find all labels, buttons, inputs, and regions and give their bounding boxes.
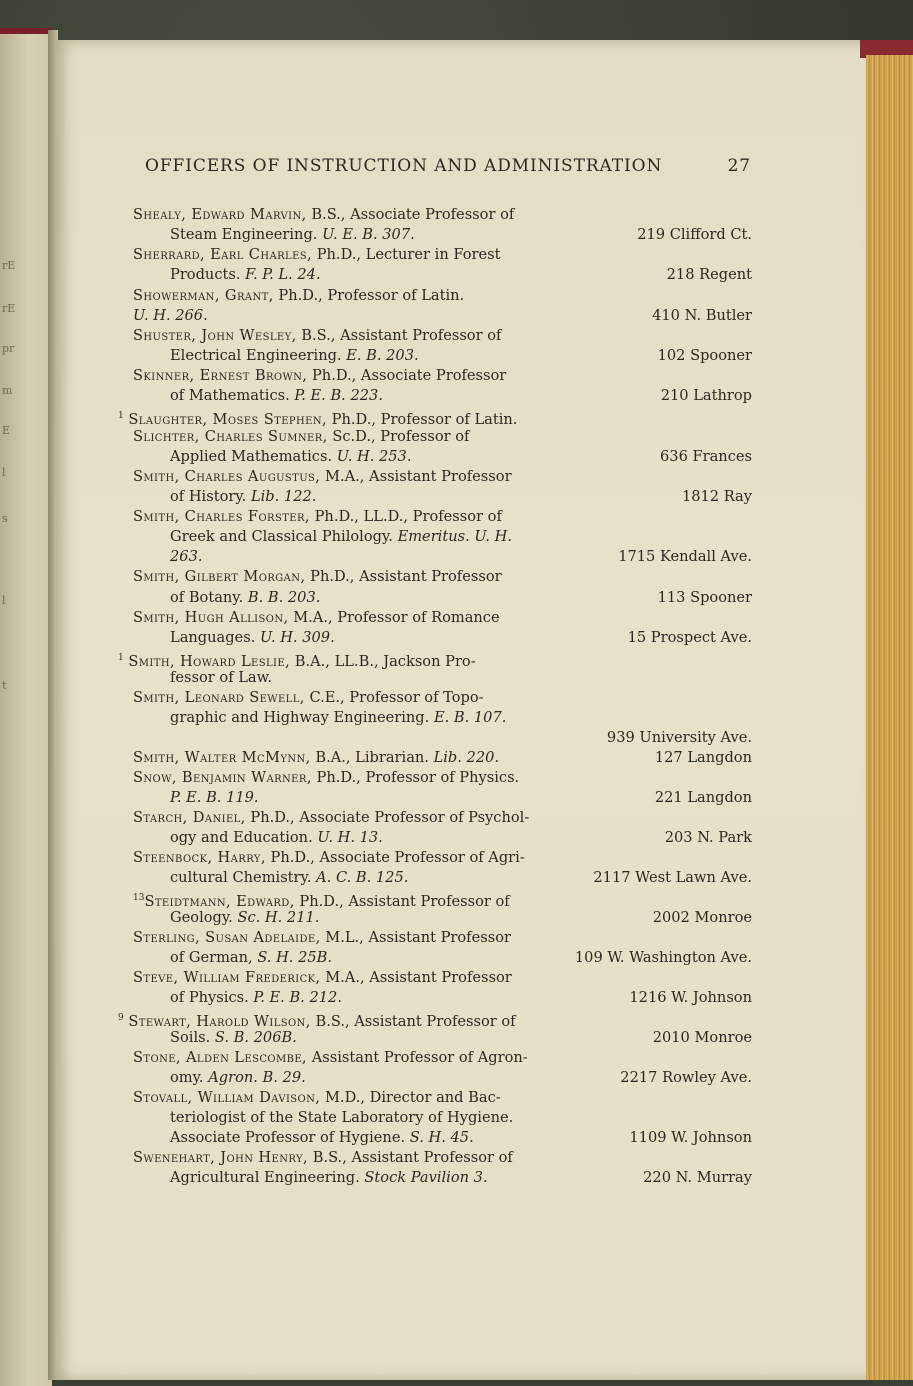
entry-description: Steam Engineering. <box>170 226 318 243</box>
entry-name: Steenbock, Harry, <box>133 849 266 866</box>
entry-description: Associate Professor of Hygiene. <box>170 1129 406 1146</box>
footnote-mark: 1 <box>118 411 124 421</box>
entry-line <box>133 748 499 768</box>
entry-line <box>118 406 517 426</box>
entry-name: Snow, Benjamin Warner, <box>133 769 312 786</box>
entry-name: Stone, Alden Lescombe, <box>133 1049 308 1066</box>
entry-address: 1216 W. Johnson <box>629 989 752 1006</box>
entry-description: Ph.D., Associate Professor of Psychol- <box>245 809 530 826</box>
entry-address: 2010 Monroe <box>652 1029 752 1046</box>
entry-line <box>133 245 500 265</box>
entry-description: Soils. <box>170 1029 211 1046</box>
entry-address: 221 Langdon <box>654 789 752 806</box>
entry-office: F. P. L. 24. <box>245 266 321 283</box>
entry-description: Languages. <box>170 629 256 646</box>
entry-office: B. B. 203. <box>247 589 321 606</box>
entry-description: of History. <box>170 488 247 505</box>
entry-line <box>133 888 510 908</box>
entry-name: Skinner, Ernest Brown, <box>133 367 308 384</box>
entry-office: Emeritus. U. H. <box>397 528 512 545</box>
entry-office: Lib. 220. <box>433 749 500 766</box>
entry-office: S. H. 45. <box>409 1129 474 1146</box>
entry-description: of Physics. <box>170 989 249 1006</box>
entry-line <box>170 225 415 245</box>
entry-line <box>170 588 320 608</box>
entry-office: E. B. 107. <box>433 709 507 726</box>
entry-description: B.S., Assistant Professor of <box>308 1149 513 1166</box>
entry-description: fessor of Law. <box>170 669 273 686</box>
entry-name: Stewart, Harold Wilson, <box>128 1012 311 1030</box>
entry-line <box>170 487 316 507</box>
entry-office: U. H. 253. <box>336 448 412 465</box>
entry-address: 15 Prospect Ave. <box>627 629 752 646</box>
entry-description: Ph.D., Assistant Professor <box>305 568 502 585</box>
entry-office: P. E. B. 223. <box>294 387 383 404</box>
entry-office: Sc. H. 211. <box>237 909 320 926</box>
margin-mark: m <box>2 384 13 397</box>
entry-name: Sherrard, Earl Charles, <box>133 246 313 263</box>
entry-description: Geology. <box>170 909 233 926</box>
entry-description: Ph.D., Associate Professor of Agri- <box>265 849 525 866</box>
footnote-mark: 1 <box>118 653 124 663</box>
entry-description: B.S., Assistant Professor of <box>310 1012 516 1030</box>
margin-mark: s <box>2 512 8 525</box>
footnote-mark: 13 <box>133 893 145 903</box>
entry-line <box>133 768 519 788</box>
entry-description: M.A., Professor of Romance <box>288 609 500 626</box>
entry-office: E. B. 203. <box>346 347 419 364</box>
entry-address: 219 Clifford Ct. <box>637 226 752 243</box>
entry-line <box>170 788 259 808</box>
entry-description: Ph.D., LL.D., Professor of <box>309 508 502 525</box>
entry-address: 939 University Ave. <box>606 729 752 746</box>
entry-line <box>133 507 502 527</box>
entry-line <box>133 1048 528 1068</box>
entry-line <box>133 286 464 306</box>
entry-name: Slichter, Charles Sumner, <box>133 428 328 445</box>
entry-line <box>133 808 529 828</box>
running-header <box>145 156 751 182</box>
entry-name: Steve, William Frederick, <box>133 969 321 986</box>
entry-address: 1109 W. Johnson <box>629 1129 752 1146</box>
entry-line <box>133 848 525 868</box>
entry-description: of Mathematics. <box>170 387 290 404</box>
entry-description: Ph.D., Associate Professor <box>307 367 507 384</box>
entry-line <box>170 1108 513 1128</box>
entry-address: 2002 Monroe <box>652 909 752 926</box>
entry-line <box>170 265 321 285</box>
entry-name: Smith, Leonard Sewell, <box>133 689 305 706</box>
margin-mark: t <box>2 679 7 692</box>
entry-description: Sc.D., Professor of <box>327 428 470 445</box>
entry-name: Shealy, Edward Marvin, <box>133 206 307 223</box>
entry-office: U. H. 13. <box>317 829 383 846</box>
entry-description: of German, <box>170 949 253 966</box>
entry-office: Lib. 122. <box>250 488 317 505</box>
entry-description: Electrical Engineering. <box>170 347 342 364</box>
entry-line <box>118 648 476 668</box>
page-title: OFFICERS OF INSTRUCTION AND ADMINISTRATION <box>145 156 663 176</box>
entry-line <box>170 988 342 1008</box>
facing-page-edge <box>0 28 52 1386</box>
entry-line <box>133 688 484 708</box>
entry-description: B.A., LL.B., Jackson Pro- <box>290 652 476 670</box>
entry-description: Assistant Professor of Agron- <box>307 1049 528 1066</box>
entry-address: 109 W. Washington Ave. <box>574 949 752 966</box>
entry-office: S. B. 206B. <box>214 1029 297 1046</box>
entry-line <box>170 828 383 848</box>
entry-address: 220 N. Murray <box>643 1169 752 1186</box>
entry-line <box>170 668 272 688</box>
entry-description: ogy and Education. <box>170 829 313 846</box>
entry-line <box>170 1068 306 1088</box>
entry-line <box>133 567 502 587</box>
entry-description: B.S., Associate Professor of <box>306 206 515 223</box>
entry-address: 203 N. Park <box>664 829 752 846</box>
entry-office: S. H. 25B. <box>257 949 333 966</box>
entry-description: Products. <box>170 266 241 283</box>
entry-line <box>170 908 319 928</box>
entry-office: U. H. 266. <box>133 307 208 324</box>
entry-line <box>170 948 332 968</box>
entry-description: B.A., Librarian. <box>310 749 429 766</box>
entry-address: 2117 West Lawn Ave. <box>593 869 752 886</box>
margin-mark: l <box>2 594 6 607</box>
entry-line <box>133 326 501 346</box>
entry-description: Greek and Classical Philology. <box>170 528 393 545</box>
entry-line <box>133 467 512 487</box>
entry-description: teriologist of the State Laboratory of Hygiene. <box>170 1109 514 1126</box>
entry-office: U. H. 309. <box>259 629 335 646</box>
entry-line <box>133 928 511 948</box>
entry-address: 410 N. Butler <box>652 307 752 324</box>
entry-line <box>133 306 208 326</box>
entry-office: Stock Pavilion 3. <box>364 1169 488 1186</box>
entry-name: Sterling, Susan Adelaide, <box>133 929 321 946</box>
entry-description: Applied Mathematics. <box>170 448 333 465</box>
entry-description: Ph.D., Lecturer in Forest <box>312 246 501 263</box>
entry-line <box>133 608 500 628</box>
margin-mark: rE <box>2 302 16 315</box>
entry-line <box>170 346 419 366</box>
entry-line <box>170 868 408 888</box>
entry-name: Smith, Hugh Allison, <box>133 609 289 626</box>
entry-address: 102 Spooner <box>657 347 752 364</box>
entry-line <box>170 1168 488 1188</box>
entry-line <box>170 447 411 467</box>
entry-address: 218 Regent <box>666 266 752 283</box>
entry-address: 636 Frances <box>660 448 752 465</box>
entry-address: 1715 Kendall Ave. <box>618 548 752 565</box>
entry-line <box>170 527 512 547</box>
entry-line <box>170 708 506 728</box>
entry-office-cont: 263. <box>170 548 203 565</box>
entry-name: Slaughter, Moses Stephen, <box>128 410 328 428</box>
entry-line <box>170 1028 297 1048</box>
entry-name: Shuster, John Wesley, <box>133 327 297 344</box>
entry-address: 210 Lathrop <box>660 387 752 404</box>
entry-office: A. C. B. 125. <box>316 869 409 886</box>
entry-description: Ph.D., Professor of Latin. <box>273 287 465 304</box>
entry-description: Ph.D., Assistant Professor of <box>294 892 510 910</box>
entry-description: Ph.D., Professor of Physics. <box>311 769 520 786</box>
entry-office: P. E. B. 119. <box>170 789 259 806</box>
entry-line <box>133 366 506 386</box>
entry-line <box>133 968 512 988</box>
margin-mark: E <box>2 424 11 437</box>
entry-description: M.D., Director and Bac- <box>320 1089 501 1106</box>
entry-name: Starch, Daniel, <box>133 809 246 826</box>
entry-description: M.L., Assistant Professor <box>320 929 511 946</box>
entry-name: Steidtmann, Edward, <box>144 892 295 910</box>
entry-line <box>133 1088 501 1108</box>
entry-line <box>170 1128 474 1148</box>
entry-description: of Botany. <box>170 589 244 606</box>
entry-description: Ph.D., Professor of Latin. <box>327 410 518 428</box>
entry-name: Smith, Charles Augustus, <box>133 468 321 485</box>
entry-description: graphic and Highway Engineering. <box>170 709 430 726</box>
entry-description: B.S., Assistant Professor of <box>296 327 502 344</box>
entry-address: 127 Langdon <box>654 749 752 766</box>
entry-description: omy. <box>170 1069 204 1086</box>
entry-address: 2217 Rowley Ave. <box>620 1069 752 1086</box>
entry-description: Agricultural Engineering. <box>170 1169 360 1186</box>
entry-description: C.E., Professor of Topo- <box>304 689 484 706</box>
footnote-mark: 9 <box>118 1013 124 1023</box>
margin-mark: l <box>2 466 6 479</box>
page-stack-edge <box>866 55 913 1380</box>
entry-line <box>170 628 335 648</box>
entry-name: Stovall, William Davison, <box>133 1089 321 1106</box>
entry-description: cultural Chemistry. <box>170 869 312 886</box>
entry-office: U. E. B. 307. <box>322 226 415 243</box>
margin-mark: rE <box>2 259 16 272</box>
entry-line <box>133 205 514 225</box>
entry-name: Smith, Charles Forster, <box>133 508 310 525</box>
entry-name: Smith, Howard Leslie, <box>128 652 291 670</box>
entry-office: Agron. B. 29. <box>208 1069 306 1086</box>
entry-line <box>133 427 469 447</box>
margin-mark: pr <box>2 342 15 355</box>
entry-name: Smith, Walter McMynn, <box>133 749 311 766</box>
entry-office: P. E. B. 212. <box>253 989 342 1006</box>
entry-line <box>170 547 203 567</box>
entry-line <box>118 1008 516 1028</box>
entry-name: Swenehart, John Henry, <box>133 1149 309 1166</box>
entry-name: Showerman, Grant, <box>133 287 274 304</box>
page-number: 27 <box>727 156 751 176</box>
entry-name: Smith, Gilbert Morgan, <box>133 568 306 585</box>
entry-description: M.A., Assistant Professor <box>320 969 512 986</box>
entry-address: 113 Spooner <box>657 589 752 606</box>
entry-line <box>133 1148 513 1168</box>
entry-description: M.A., Assistant Professor <box>320 468 512 485</box>
entry-address: 1812 Ray <box>681 488 752 505</box>
entry-line <box>170 386 383 406</box>
